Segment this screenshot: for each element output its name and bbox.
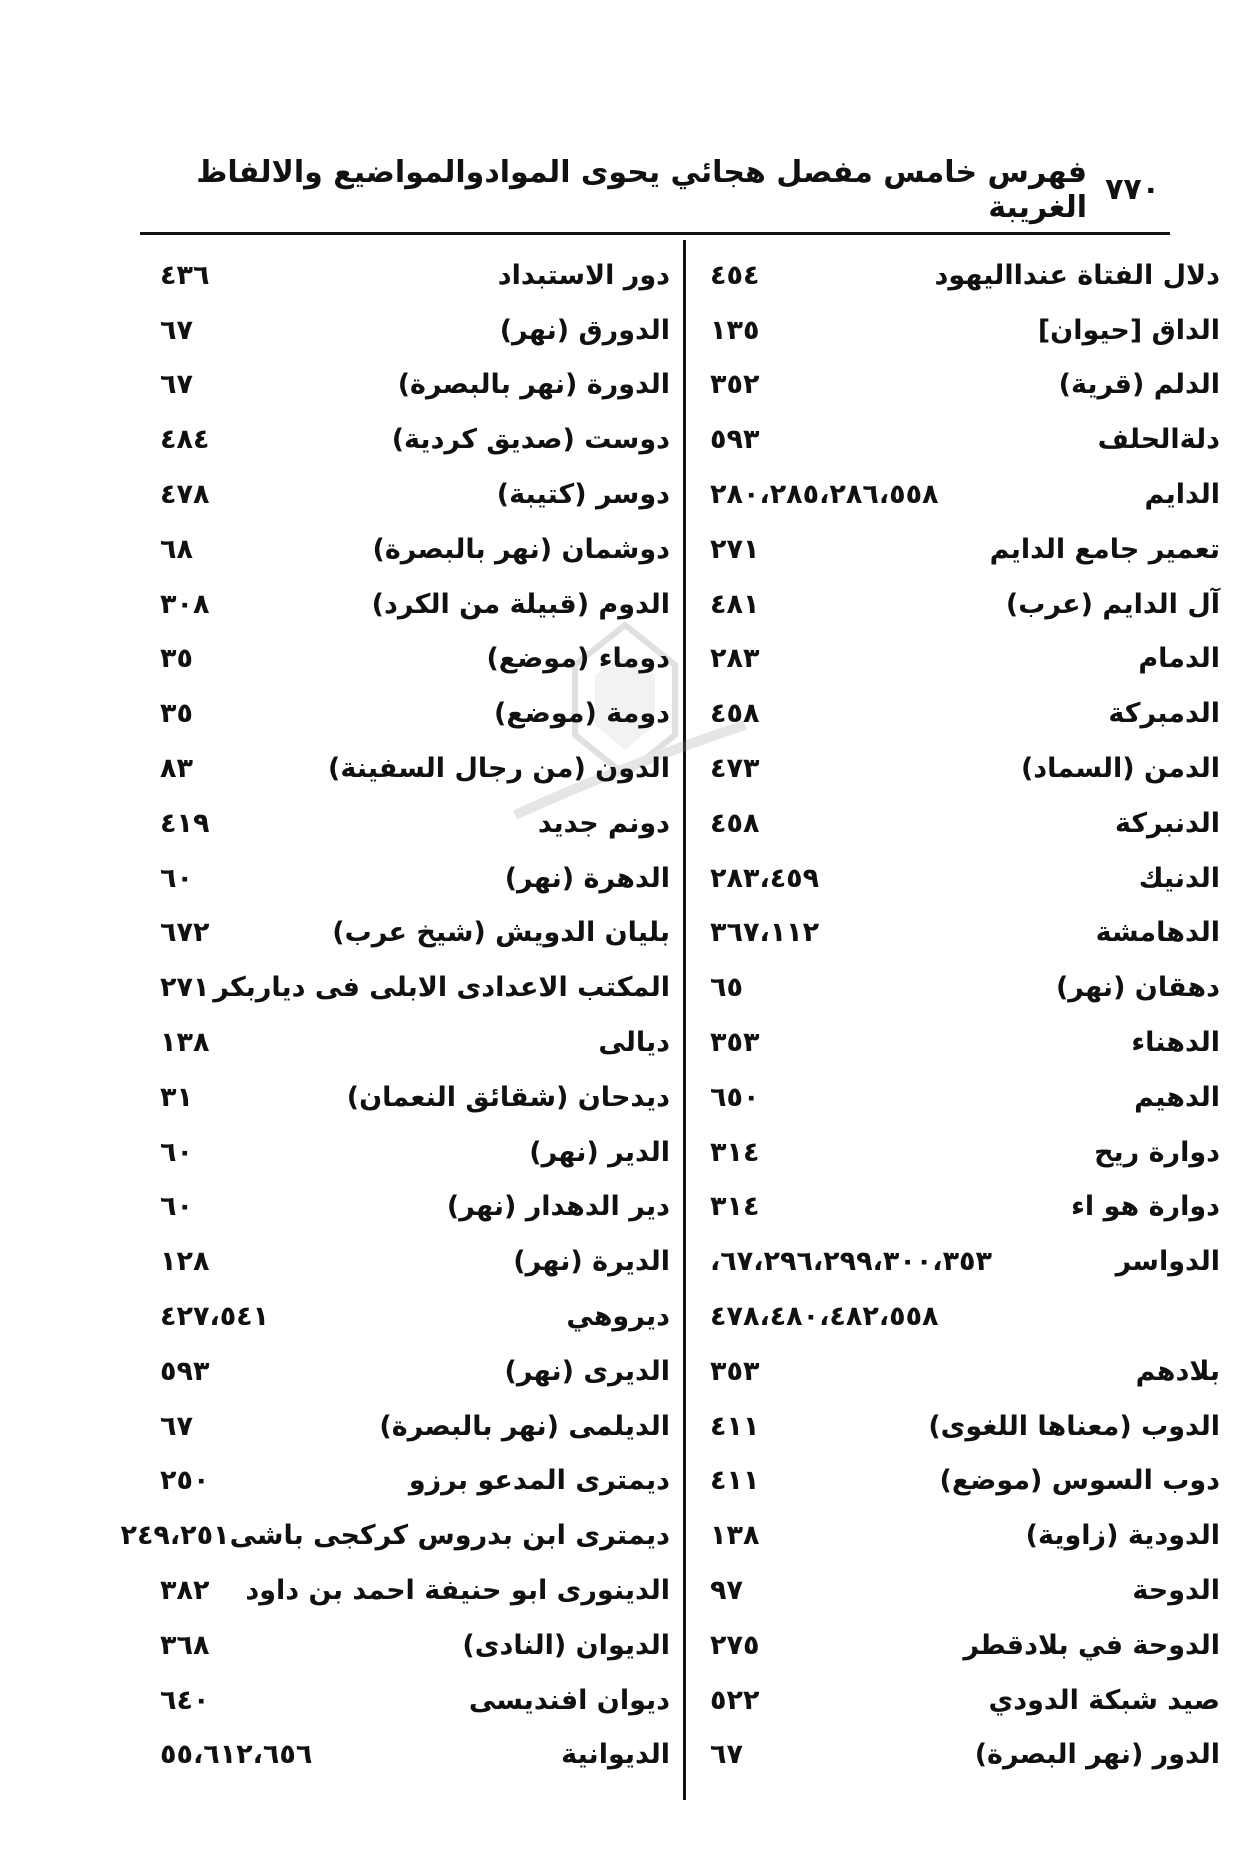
index-entry [160,1728,670,1783]
entry-term: دير الدهدار (نهر) [446,1191,670,1223]
entry-pages: ١٣٨ [160,1027,210,1059]
index-entry [710,1618,1220,1673]
index-entry [160,303,670,358]
entry-term: ديوان افنديسى [468,1684,670,1716]
index-entry [710,1454,1220,1509]
entry-term: الدوحة [1132,1575,1220,1607]
index-entry [160,577,670,632]
entry-term: ديروهي [566,1301,670,1333]
entry-term: الديرة (نهر) [513,1246,670,1278]
index-entry [160,851,670,906]
entry-pages: ٢٧١ [160,972,210,1004]
entry-term: الدايم [1144,479,1220,511]
index-entry [160,906,670,961]
page-header [160,154,1160,225]
entry-pages: ٤٥٨ [710,698,760,730]
page-number: ٧٧٠ [1105,172,1160,207]
entry-term: الدهناء [1131,1027,1220,1059]
entry-term: الدنبركة [1114,807,1220,839]
entry-pages: ٦٥٠ [710,1081,760,1113]
index-entry [160,741,670,796]
entry-term: دوارة هو اء [1071,1191,1220,1223]
entry-term: الدهرة (نهر) [504,862,670,894]
index-entry [160,1289,670,1344]
entry-pages: ٥٩٣ [710,424,760,456]
entry-term: الدير (نهر) [529,1136,670,1168]
entry-pages: ٦٨ [160,533,193,565]
entry-term: الدهيم [1134,1081,1220,1113]
entry-pages: ٢٤٩،٢٥١ [120,1520,230,1552]
index-column-right [710,248,1220,1782]
index-entry [160,1180,670,1235]
index-entry [160,1125,670,1180]
index-entry [160,248,670,303]
column-divider [683,240,686,1800]
entry-term: دوشمان (نهر بالبصرة) [372,533,670,565]
entry-term: دوست (صديق كردية) [391,424,670,456]
entry-term: الدوم (قبيلة من الكرد) [371,588,670,620]
entry-pages: ٦٠ [160,1136,193,1168]
entry-term: الدون (من رجال السفينة) [328,753,670,785]
entry-pages: ٥٢٢ [710,1684,760,1716]
entry-term: الدينورى ابو حنيفة احمد بن داود [245,1575,670,1607]
index-entry [710,1344,1220,1399]
index-entry [710,686,1220,741]
entry-pages: ٣١ [160,1081,193,1113]
entry-pages: ٣٥٣ [710,1027,760,1059]
entry-term: الدلم (قرية) [1058,369,1220,401]
entry-pages: ٤١١ [710,1410,760,1442]
entry-pages: ٦٤٠ [160,1684,210,1716]
entry-pages: ٥٩٣ [160,1355,210,1387]
entry-term: الدورق (نهر) [499,314,670,346]
entry-term: دوماء (موضع) [486,643,670,675]
entry-pages: ٢٨٣ [710,643,760,675]
entry-term: دهقان (نهر) [1055,972,1220,1004]
index-entry [710,1015,1220,1070]
entry-term: دلةالحلف [1097,424,1220,456]
entry-pages: ٥٥،٦١٢،٦٥٦ [160,1739,313,1771]
entry-term: بليان الدويش (شيخ عرب) [332,917,670,949]
entry-term: دوب السوس (موضع) [939,1465,1220,1497]
entry-term: تعمير جامع الدايم [989,533,1220,565]
index-entry [710,1563,1220,1618]
entry-pages: ٦٠ [160,862,193,894]
entry-pages: ٢٥٠ [160,1465,210,1497]
entry-pages: ٢٧١ [710,533,760,565]
entry-pages: ٦٧،٢٩٦،٢٩٩،٣٠٠،٣٥٣، [710,1246,993,1278]
index-entry [710,1234,1220,1289]
entry-pages: ٢٧٥ [710,1629,760,1661]
entry-pages: ٤٥٨ [710,807,760,839]
entry-term: آل الدايم (عرب) [1005,588,1220,620]
entry-term: الدور (نهر البصرة) [974,1739,1220,1771]
entry-pages: ٣٦٨ [160,1629,210,1661]
entry-pages: ٤٧٨ [160,479,210,511]
entry-term: الدمن (السماد) [1020,753,1220,785]
index-entry [160,1563,670,1618]
entry-pages: ٦٧ [160,369,193,401]
entry-term: ديدحان (شقائق النعمان) [346,1081,670,1113]
index-entry [160,412,670,467]
index-entry [160,522,670,577]
index-entry [160,1399,670,1454]
index-entry [710,851,1220,906]
index-entry [710,1673,1220,1728]
entry-term: الدوب (معناها اللغوى) [928,1410,1220,1442]
entry-term: ديمترى المدعو برزو [408,1465,670,1497]
index-entry [710,906,1220,961]
index-entry [160,1618,670,1673]
entry-pages: ٣٥٣ [710,1355,760,1387]
index-entry [710,522,1220,577]
entry-term: الديلمى (نهر بالبصرة) [379,1410,670,1442]
entry-pages: ٤٨١ [710,588,760,620]
header-rule [140,232,1170,235]
index-entry [160,1015,670,1070]
entry-term: المكتب الاعدادى الابلى فى دياربكر [213,972,670,1004]
entry-term: دلال الفتاة عندااليهود [934,259,1220,291]
entry-term: دور الاستبداد [497,259,670,291]
entry-pages: ٤١١ [710,1465,760,1497]
index-entry [160,796,670,851]
index-entry [710,1180,1220,1235]
entry-pages: ٩٧ [710,1575,743,1607]
entry-term: الديرى (نهر) [504,1355,670,1387]
index-entry [160,1344,670,1399]
entry-pages: ٦٥ [710,972,743,1004]
index-entry [160,1234,670,1289]
entry-pages: ٢٨٠،٢٨٥،٢٨٦،٥٥٨ [710,479,939,511]
entry-term: دوارة ريح [1094,1136,1220,1168]
entry-pages: ١٢٨ [160,1246,210,1278]
index-entry [710,796,1220,851]
entry-pages: ٦٧٢ [160,917,210,949]
entry-term: الدمام [1138,643,1220,675]
index-entry [710,577,1220,632]
entry-pages: ٣١٤ [710,1191,760,1223]
index-entry [160,960,670,1015]
index-entry-continuation [710,1289,1220,1344]
index-entry [710,1508,1220,1563]
index-column-left [120,248,670,1782]
entry-pages: ٤٣٦ [160,259,210,291]
entry-pages: ٣٥ [160,643,193,675]
entry-term: الدهامشة [1095,917,1220,949]
index-entry [710,1728,1220,1783]
entry-pages: ٤١٩ [160,807,210,839]
entry-term: الدمبركة [1108,698,1220,730]
index-entry [710,412,1220,467]
entry-pages: ٣٠٨ [160,588,210,620]
entry-term: بلادهم [1135,1355,1220,1387]
entry-pages: ٢٨٣،٤٥٩ [710,862,820,894]
index-entry [160,1070,670,1125]
index-entry [160,467,670,522]
entry-term: ديمترى ابن بدروس كركجى باشى [229,1520,670,1552]
entry-pages: ٣٨٢ [160,1575,210,1607]
index-entry [710,248,1220,303]
entry-pages: ١٣٥ [710,314,760,346]
index-entry [710,1399,1220,1454]
entry-term: الدورة (نهر بالبصرة) [397,369,670,401]
entry-pages: ٣٥ [160,698,193,730]
entry-pages: ٤٧٣ [710,753,760,785]
index-entry [710,741,1220,796]
entry-pages: ٣٥٢ [710,369,760,401]
entry-term: الديوانية [561,1739,670,1771]
page-title: فهرس خامس مفصل هجائي يحوى الموادوالمواضيع والالفاظ الغريبة [196,154,1088,225]
index-entry [710,1125,1220,1180]
entry-term: الدواسر [1115,1246,1220,1278]
entry-term: دوسر (كتيبة) [496,479,670,511]
index-entry [710,303,1220,358]
index-entry [160,686,670,741]
index-entry [710,1070,1220,1125]
entry-pages: ٦٧ [710,1739,743,1771]
entry-pages: ٦٧ [160,1410,193,1442]
entry-term: الدنيك [1138,862,1220,894]
entry-pages: ٤٢٧،٥٤١ [160,1301,270,1333]
entry-pages: ٦٠ [160,1191,193,1223]
entry-pages: ٣٦٧،١١٢ [710,917,820,949]
entry-term: الديوان (النادى) [462,1629,670,1661]
entry-term: صيد شبكة الدودي [988,1684,1220,1716]
index-entry [710,467,1220,522]
index-entry [120,1508,670,1563]
entry-pages: ١٣٨ [710,1520,760,1552]
entry-pages: ٤٧٨،٤٨٠،٤٨٢،٥٥٨ [710,1301,939,1333]
index-entry [160,358,670,413]
entry-pages: ٨٣ [160,753,193,785]
entry-term: ديالى [598,1027,670,1059]
entry-term: دومة (موضع) [494,698,670,730]
entry-pages: ٣١٤ [710,1136,760,1168]
index-entry [160,632,670,687]
index-entry [160,1673,670,1728]
entry-term: الدودية (زاوية) [1025,1520,1220,1552]
index-entry [710,960,1220,1015]
entry-term: الداق [حيوان] [1037,314,1220,346]
entry-pages: ٦٧ [160,314,193,346]
entry-pages: ٤٨٤ [160,424,210,456]
index-entry [710,358,1220,413]
entry-pages: ٤٥٤ [710,259,760,291]
index-entry [710,632,1220,687]
entry-term: الدوحة في بلادقطر [963,1629,1220,1661]
index-entry [160,1454,670,1509]
entry-term: دونم جديد [537,807,670,839]
